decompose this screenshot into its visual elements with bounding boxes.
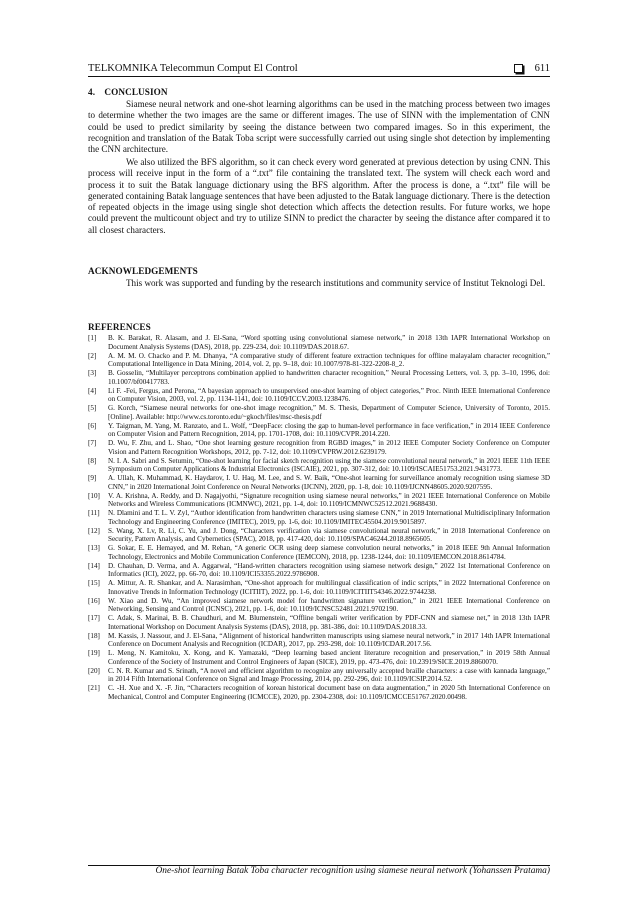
reference-text: G. Korch, “Siamese neural networks for one-shot image recognition,” M. S. Thesis, Department of Computer Science, University of Toronto, 2015. [Online]. Available: http://www.cs.toronto.edu/~gkoch/files/msc-thesis.pdf [108, 404, 550, 421]
reference-text: C. N. R. Kumar and S. Srinath, “A novel and efficient algorithm to recognize any universally accepted braille characters: a case with kannada language,” in 2014 Fifth International Conference on Signal and Image Processing, 2014, pp. 292-296, doi: 10.1109/ICSIP.2014.52. [108, 666, 550, 684]
reference-item [88, 632, 550, 650]
reference-item [88, 667, 550, 685]
reference-number: [16] [88, 596, 100, 605]
references-heading: REFERENCES [88, 322, 151, 332]
reference-text: G. Sokar, E. E. Hemayed, and M. Rehan, “A generic OCR using deep siamese convolution neural networks,” in 2018 IEEE 9th Annual Information Technology, Electronics and Mobile Communication Conference (IEMCON), 2018, pp. 1238-1244, doi: 10.1109/IEMCON.2018.8614784. [108, 544, 550, 561]
reference-number: [12] [88, 526, 100, 535]
page-number: 611 [534, 63, 550, 74]
journal-name: TELKOMNIKA Telecommun Comput El Control [88, 63, 298, 74]
reference-text: D. Chauhan, D. Verma, and A. Aggarwal, “Hand-written characters recognition using siamese network design,” 2022 1st International Conference on Informatics (ICI), 2022, pp. 66-70, doi: 10.1109/ICI53355.2022.9786908. [108, 561, 550, 579]
conclusion-heading: 4. CONCLUSION [88, 87, 168, 97]
reference-item [88, 649, 550, 667]
reference-text: A. M. M. O. Chacko and P. M. Dhanya, “A comparative study of different feature extraction techniques for offline malayalam character recognition,” Computational Intelligence in Data Mining, 2014, vol. 2, pp. 9–18, doi: 10.1007/978-81-322-2208-8_2. [108, 351, 550, 369]
reference-text: D. Wu, F. Zhu, and L. Shao, “One shot learning gesture recognition from RGBD images,” in 2012 IEEE Computer Society Conference on Computer Vision and Pattern Recognition Workshops, 2012, pp. 7-12, doi: 10.1109/CVPRW.2012.6239179. [108, 439, 550, 456]
reference-item [88, 579, 550, 597]
reference-number: [4] [88, 386, 97, 395]
reference-number: [19] [88, 649, 100, 657]
reference-number: [10] [88, 491, 100, 500]
conclusion-paragraph-1: Siamese neural network and one-shot learning algorithms can be used in the matching process between two images to determine whether the two images are the same or different images. The use of SINN with the implementation of CNN could be used to predict similarity by seeing the distance between two compared images. So in this experiment, the recognition and translation of the Batak Toba script were successfully carried out using single shot detection by implementing the CNN architecture. [88, 99, 550, 155]
header-right [514, 63, 550, 74]
reference-number: [20] [88, 666, 100, 675]
reference-number: [17] [88, 614, 100, 622]
reference-item [88, 387, 550, 405]
acknowledgements-heading: ACKNOWLEDGEMENTS [88, 266, 198, 276]
reference-item [88, 544, 550, 562]
reference-item [88, 614, 550, 632]
reference-text: N. I. A. Sabri and S. Setumin, “One-shot learning for facial sketch recognition using the siamese convolutional neural network,” in 2021 IEEE 11th IEEE Symposium on Computer Applications & Industrial Electronics (ISCAIE), 2021, pp. 307-312, doi: 10.1109/ISCAIE51753.2021.9431773. [108, 456, 550, 474]
reference-item [88, 597, 550, 615]
reference-item [88, 509, 550, 527]
reference-number: [9] [88, 474, 97, 482]
reference-text: N. Dlamini and T. L. V. Zyl, “Author identification from handwritten characters using siamese CNN,” in 2019 International Multidisciplinary Information Technology and Engineering Conference (IMITEC), 2019, pp. 1-6, doi: 10.1109/IMITEC45504.2019.9015897. [108, 509, 550, 526]
reference-list [88, 334, 550, 702]
reference-text: C. -H. Xue and X. -F. Jin, “Characters recognition of korean historical document base on data augmentation,” in 2020 5th International Conference on Mechanical, Control and Computer Engineering (ICMCCE), 2020, pp. 2304-2308, doi: 10.1109/ICMCCE51767.2020.00498. [108, 684, 550, 701]
reference-item [88, 369, 550, 387]
reference-item [88, 457, 550, 475]
reference-text: W. Xiao and D. Wu, “An improved siamese network model for handwritten signature verification,” in 2021 IEEE International Conference on Networking, Sensing and Control (ICNSC), 2021, pp. 1-6, doi: 10.1109/ICNSC52481.2021.9702190. [108, 596, 550, 614]
reference-number: [1] [88, 334, 97, 342]
reference-item [88, 562, 550, 580]
checkbox-square-icon [514, 64, 523, 73]
page-header [88, 58, 550, 74]
reference-number: [14] [88, 561, 100, 570]
reference-number: [15] [88, 579, 100, 587]
reference-text: A. Ullah, K. Muhammad, K. Haydarov, I. U. Haq, M. Lee, and S. W. Baik, “One-shot learning for surveillance anomaly recognition using siamese 3D CNN,” in 2020 International Joint Conference on Neural Networks (IJCNN), 2020, pp. 1-8, doi: 10.1109/IJCNN48605.2020.9207595. [108, 474, 550, 491]
reference-text: B. K. Barakat, R. Alasam, and J. El-Sana, “Word spotting using convolutional siamese network,” in 2018 13th IAPR International Workshop on Document Analysis Systems (DAS), 2018, pp. 229-234, doi: 10.1109/DAS.2018.67. [108, 334, 550, 351]
reference-item [88, 527, 550, 545]
reference-number: [7] [88, 439, 97, 447]
reference-item [88, 474, 550, 492]
conclusion-paragraph-2: We also utilized the BFS algorithm, so it can check every word generated at previous detection by using CNN. This process will receive input in the form of a “.txt” file containing the translated text. The system will check each word and process it to suit the Batak language dictionary using the BFS algorithm. After the process is done, a “.txt” file will be generated containing Batak language sentences that have been adjusted to the Batak language dictionary. There is the detection of repeated objects in the image using single shot detection which affects the detection results. For future works, we hope could prevent the multicount object and try to utilize SINN to predict the character by seeing the distance after compared it to all closest characters. [88, 157, 550, 235]
reference-number: [3] [88, 369, 97, 377]
reference-text: B. Gosselin, “Multilayer perceptrons combination applied to handwritten character recognition,” Neural Processing Letters, vol. 3, pp. 3–10, 1996, doi: 10.1007/bf00417783. [108, 369, 550, 386]
reference-text: S. Wang, X. Lv, R. Li, C. Yu, and J. Dong, “Characters verification via siamese convolutional neural network,” in 2018 International Conference on Security, Pattern Analysis, and Cybernetics (SPAC), 2018, pp. 417-420, doi: 10.1109/SPAC46244.2018.8965605. [108, 526, 550, 544]
reference-number: [11] [88, 509, 100, 517]
reference-number: [21] [88, 684, 100, 692]
reference-text: Li F. -Fei, Fergus, and Perona, “A bayesian approach to unsupervised one-shot learning of object categories,” Proc. Ninth IEEE International Conference on Computer Vision, 2003, vol. 2, pp. 1134-1141, doi: 10.1109/ICCV.2003.1238476. [108, 386, 550, 404]
header-rule [88, 76, 550, 77]
reference-text: L. Meng, N. Kamitoku, X. Kong, and K. Yamazaki, “Deep learning based ancient literature recognition and preservation,” in 2019 58th Annual Conference of the Society of Instrument and Control Engineers of Japan (SICE), 2019, pp. 473-476, doi: 10.23919/SICE.2019.8860070. [108, 649, 550, 666]
acknowledgements-text: This work was supported and funding by the research institutions and community service of Institut Teknologi Del. [126, 278, 546, 288]
reference-text: C. Adak, S. Marinai, B. B. Chaudhuri, and M. Blumenstein, “Offline bengali writer verification by PDF-CNN and siamese net,” in 2018 13th IAPR International Workshop on Document Analysis Systems (DAS), 2018, pp. 381-386, doi: 10.1109/DAS.2018.33. [108, 614, 550, 631]
reference-text: V. A. Krishna, A. Reddy, and D. Nagajyothi, “Signature recognition using siamese neural networks,” in 2021 IEEE International Conference on Mobile Networks and Wireless Communications (ICMNWC), 2021, pp. 1-4, doi: 10.1109/ICMNWC52512.2021.9688430. [108, 491, 550, 509]
reference-number: [8] [88, 456, 97, 465]
reference-item [88, 404, 550, 422]
reference-text: M. Kassis, J. Nassour, and J. El-Sana, “Alignment of historical handwritten manuscripts using siamese neural network,” in 2017 14th IAPR International Conference on Document Analysis and Recognition (ICDAR), 2017, pp. 293-298, doi: 10.1109/ICDAR.2017.56. [108, 631, 550, 649]
reference-item [88, 352, 550, 370]
reference-number: [18] [88, 631, 100, 640]
reference-item [88, 422, 550, 440]
reference-number: [13] [88, 544, 100, 552]
reference-number: [2] [88, 351, 97, 360]
reference-item [88, 439, 550, 457]
reference-number: [5] [88, 404, 97, 412]
reference-item [88, 684, 550, 702]
reference-number: [6] [88, 421, 97, 430]
reference-text: Y. Taigman, M. Yang, M. Ranzato, and L. Wolf, “DeepFace: closing the gap to human-level performance in face verification,” in 2014 IEEE Conference on Computer Vision and Pattern Recognition, 2014, pp. 1701-1708, doi: 10.1109/CVPR.2014.220. [108, 421, 550, 439]
reference-text: A. Mittur, A. R. Shankar, and A. Narasimhan, “One-shot approach for multilingual classification of indic scripts,” in 2022 International Conference on Innovative Trends in Information Technology (ICITIIT), 2022, pp. 1-6, doi: 10.1109/ICITIIT54346.2022.9744238. [108, 579, 550, 596]
reference-item [88, 492, 550, 510]
reference-item [88, 334, 550, 352]
running-footer: One-shot learning Batak Toba character recognition using siamese neural network (Yohanssen Pratama) [155, 866, 550, 876]
